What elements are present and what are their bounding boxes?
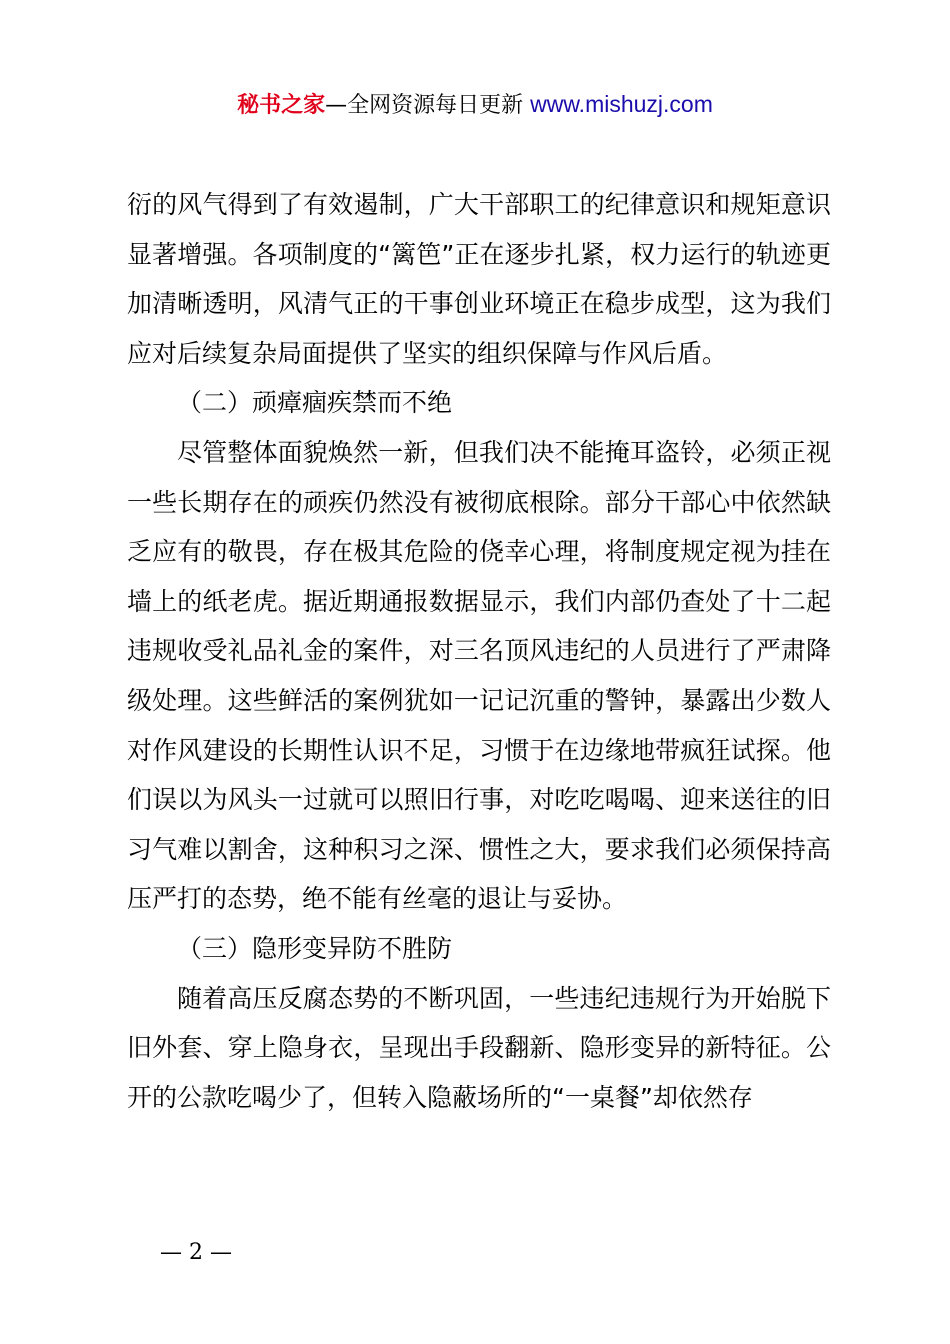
section-heading-3: （三）隐形变异防不胜防 [177,933,453,963]
header-brand: 秘书之家 [237,93,326,118]
page-number: — 2 — [160,1240,232,1265]
paragraph-continuation: 衍的风气得到了有效遏制，广大干部职工的纪律意识和规矩意识显著增强。各项制度的“篱笆”正在逐步扎紧，权力运行的轨迹更加清晰透明，风清气正的干事创业环境正在稳步成型，这为我们应对后续复杂局面提供了坚实的组织保障与作风后盾。 [127,190,831,368]
paragraph-section-2: 尽管整体面貌焕然一新，但我们决不能掩耳盗铃，必须正视一些长期存在的顽疾仍然没有被彻底根除。部分干部心中依然缺乏应有的敬畏，存在极其危险的侥幸心理，将制度规定视为挂在墙上的纸老虎。据近期通报数据显示，我们内部仍查处了十二起违规收受礼品礼金的案件，对三名顶风违纪的人员进行了严肃降级处理。这些鲜活的案例犹如一记记沉重的警钟，暴露出少数人对作风建设的长期性认识不足，习惯于在边缘地带疯狂试探。他们误以为风头一过就可以照旧行事，对吃吃喝喝、迎来送往的旧习气难以割舍，这种积习之深、惯性之大，要求我们必须保持高压严打的态势，绝不能有丝毫的退让与妥协。 [127,437,831,914]
paragraph-section-3: 随着高压反腐态势的不断巩固，一些违纪违规行为开始脱下旧外套、穿上隐身衣，呈现出手段翻新、隐形变异的新特征。公开的公款吃喝少了，但转入隐蔽场所的“一桌餐”却依然存 [127,983,831,1112]
header-url-link[interactable]: www.mishuzj.com [530,91,713,117]
page-header [0,88,950,122]
header-slogan: —全网资源每日更新 [325,93,531,118]
section-heading-2: （二）顽瘴痼疾禁而不绝 [177,388,453,418]
document-body [127,180,831,1122]
